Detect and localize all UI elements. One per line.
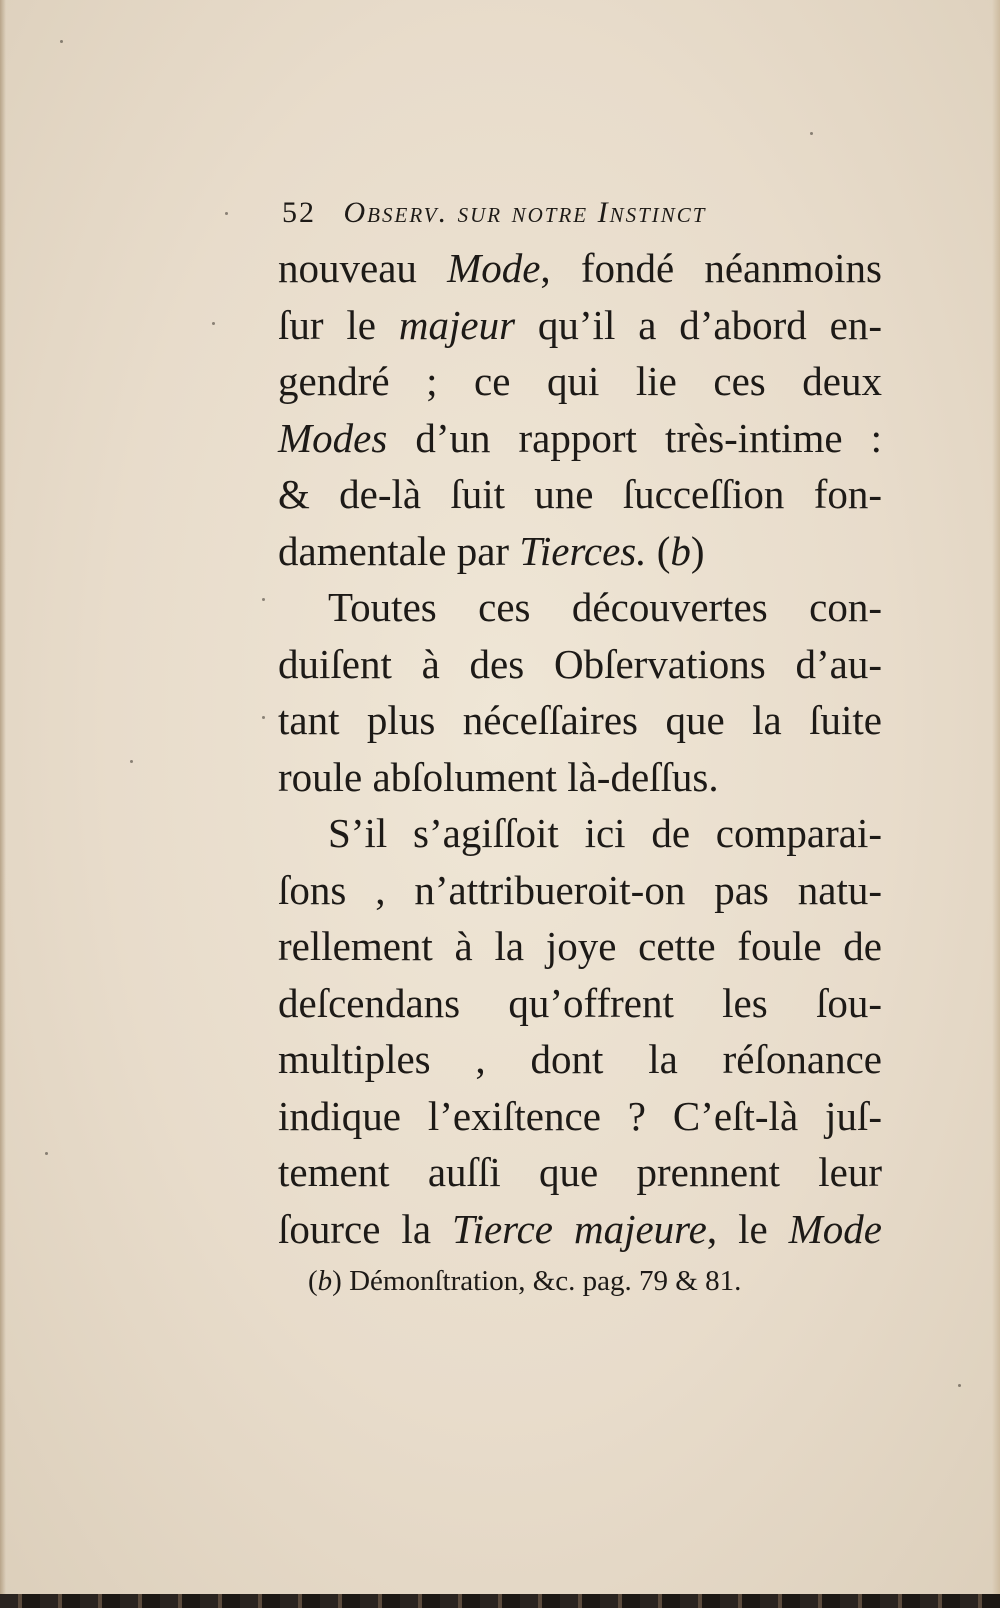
text-line — [278, 466, 882, 523]
footnote: (b) Démonſtration, &c. pag. 79 & 81. — [308, 1265, 742, 1297]
paper-speck — [212, 322, 215, 325]
text-line — [278, 749, 882, 806]
running-head: Observ. sur notre Instinct — [343, 196, 707, 229]
text-line — [278, 410, 882, 467]
text-run: tant plus néceſſaires que la ſuite — [278, 697, 882, 743]
italic-run: Tierce majeure — [452, 1205, 707, 1252]
text-run: S’il s’agiſſoit ici de comparai- — [328, 810, 882, 856]
text-run: damentale par — [278, 527, 520, 574]
italic-run: b — [670, 527, 691, 574]
text-line — [278, 297, 882, 354]
text-run: multiples , dont la réſonance — [278, 1036, 882, 1082]
footnote-text: Démonſtration, &c. pag. 79 & 81. — [341, 1265, 742, 1297]
footnote-marker: b — [317, 1265, 333, 1297]
italic-run: Mode — [447, 245, 541, 291]
italic-run: Mode — [788, 1205, 883, 1252]
text-run: d’un rapport très-intime : — [387, 414, 882, 461]
text-line — [278, 918, 882, 975]
text-run: , le — [706, 1205, 789, 1252]
page-header — [282, 196, 882, 242]
paper-speck — [45, 1152, 48, 1155]
paper-speck — [225, 212, 228, 215]
italic-run: Tierces. — [519, 527, 647, 574]
text-line — [278, 1088, 882, 1145]
text-run: deſcendans qu’offrent les ſou- — [278, 979, 882, 1026]
text-line — [278, 975, 882, 1032]
paper-speck — [262, 598, 265, 601]
text-run: roule abſolument là-deſſus. — [278, 753, 719, 800]
paper-speck — [958, 1384, 961, 1387]
text-line — [278, 862, 882, 919]
text-run: ( — [646, 527, 671, 574]
text-line — [278, 636, 882, 693]
text-line — [278, 1031, 882, 1088]
text-line — [278, 353, 882, 410]
page-right-edge — [992, 0, 1000, 1608]
body-text — [278, 240, 882, 1257]
text-run: qu’il a d’abord en- — [515, 301, 882, 348]
paper-speck — [60, 40, 63, 43]
italic-run: Modes — [278, 414, 388, 461]
page-left-edge — [0, 0, 6, 1608]
text-run: ) — [690, 527, 705, 574]
text-run: , fondé néanmoins — [540, 245, 882, 291]
text-run: & de-là ſuit une ſucceſſion fon- — [278, 471, 882, 517]
page-bottom-edge — [0, 1594, 1000, 1608]
text-run: ſur le — [278, 301, 399, 348]
paper-speck — [810, 132, 813, 135]
text-run: indique l’exiſtence ? C’eſt-là juſ- — [278, 1092, 882, 1139]
text-run: Toutes ces découvertes con- — [328, 584, 882, 630]
text-line — [278, 692, 882, 749]
text-run: gendré ; ce qui lie ces deux — [278, 358, 882, 404]
text-run: ſons , n’attribueroit-on pas natu- — [278, 866, 882, 913]
text-line — [278, 1144, 882, 1201]
text-line — [278, 240, 882, 297]
paper-speck — [262, 716, 265, 719]
italic-run: majeur — [398, 301, 516, 348]
paper-speck — [130, 760, 133, 763]
page-number: 52 — [282, 196, 316, 229]
text-line — [278, 1201, 882, 1258]
text-run: nouveau — [278, 245, 448, 291]
text-run: ſource la — [278, 1205, 453, 1252]
text-run: rellement à la joye cette foule de — [278, 923, 882, 969]
text-run: tement auſſi que prennent leur — [278, 1149, 882, 1195]
text-line — [278, 805, 882, 862]
text-run: duiſent à des Obſervations d’au- — [278, 640, 882, 687]
text-line — [278, 523, 882, 580]
text-line — [278, 579, 882, 636]
